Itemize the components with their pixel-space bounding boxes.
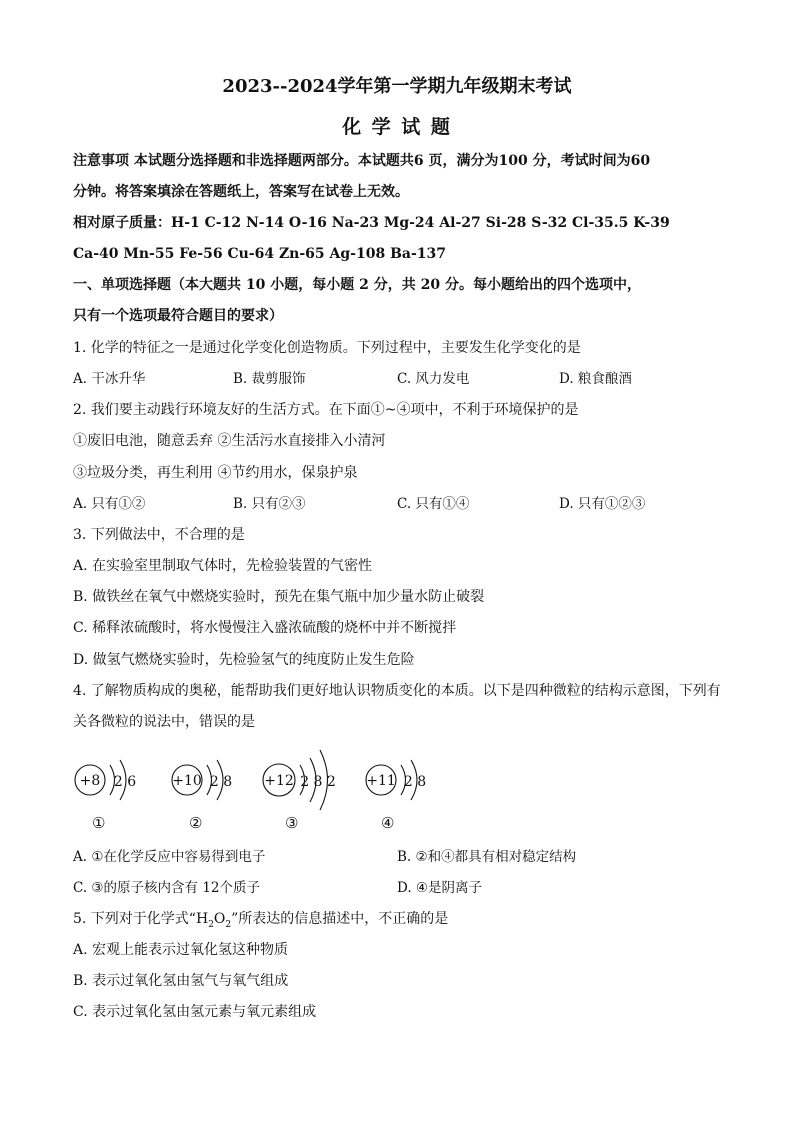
q4-option-a: A. ①在化学反应中容易得到电子 (73, 849, 266, 865)
atomic-masses-line-2: Ca-40 Mn-55 Fe-56 Cu-64 Zn-65 Ag-108 Ba-137 (73, 246, 447, 262)
q4-option-d: D. ④是阴离子 (397, 880, 483, 896)
particle-3-diagram (263, 750, 336, 810)
q1-option-a: A. 干冰升华 (73, 371, 146, 387)
q2-items-line-2: ③垃圾分类，再生利用 ④节约用水，保泉护泉 (73, 465, 358, 481)
particle-1-diagram (75, 760, 136, 800)
q5-stem (73, 910, 448, 928)
q2-option-b: B. 只有②③ (233, 496, 306, 512)
q4-stem-line-2: 关各微粒的说法中，错误的是 (73, 714, 255, 730)
particle-1-label: ① (92, 814, 106, 832)
q5-stem-after: ”所表达的信息描述中，不正确的是 (231, 911, 449, 927)
q3-stem: 3. 下列做法中，不合理的是 (73, 527, 245, 543)
particle-3-electrons: 2 8 2 (300, 774, 336, 790)
particle-3-label: ③ (285, 814, 299, 832)
q2-option-a: A. 只有①② (73, 496, 146, 512)
particle-4-label: ④ (381, 814, 395, 832)
q1-option-c: C. 风力发电 (397, 371, 470, 387)
q5-option-b: B. 表示过氧化氢由氢气与氧气组成 (73, 973, 289, 989)
q3-option-a: A. 在实验室里制取气体时，先检验装置的气密性 (73, 558, 373, 574)
q5-formula-sub-1: 2 (208, 919, 214, 930)
q1-option-d: D. 粮食酿酒 (559, 371, 632, 387)
particle-1-charge: +8 (79, 773, 101, 789)
q2-items-line-1: ①废旧电池，随意丢弃 ②生活污水直接排入小清河 (73, 433, 386, 449)
q4-stem-line-1: 4. 了解物质构成的奥秘，能帮助我们更好地认识物质变化的本质。以下是四种微粒的结构示意图，下列有 (73, 683, 721, 699)
particle-2-electrons: 2 8 (209, 774, 233, 790)
particle-2-label: ② (189, 814, 203, 832)
particle-4-electrons: 2 8 (403, 774, 427, 790)
particle-structure-diagrams (70, 740, 490, 840)
q5-formula-o: O (213, 911, 226, 927)
q5-formula-sub-2: 2 (225, 919, 232, 930)
q4-option-c: C. ③的原子核内含有 12个质子 (73, 880, 261, 896)
section-heading-line-1: 一、单项选择题（本大题共 10 小题，每小题 2 分，共 20 分。每小题给出的四个选项中， (73, 277, 641, 293)
q3-option-c: C. 稀释浓硫酸时，将水慢慢注入盛浓硫酸的烧杯中并不断搅拌 (73, 620, 457, 636)
q2-option-c: C. 只有①④ (397, 496, 470, 512)
section-heading-line-2: 只有一个选项最符合题目的要求） (73, 308, 283, 324)
particle-4-diagram (366, 760, 426, 800)
particle-2-charge: +10 (172, 773, 202, 789)
notice-line-2: 分钟。将答案填涂在答题纸上，答案写在试卷上无效。 (73, 184, 409, 200)
particle-1-electrons: 2 6 (113, 774, 137, 790)
subject-title: 化 学 试 题 (342, 116, 452, 138)
particle-3-charge: +12 (264, 773, 294, 789)
q4-option-b: B. ②和④都具有相对稳定结构 (397, 849, 577, 865)
q1-stem: 1. 化学的特征之一是通过化学变化创造物质。下列过程中，主要发生化学变化的是 (73, 340, 581, 356)
particle-4-charge: +11 (366, 773, 396, 789)
particle-2-diagram (172, 760, 232, 800)
q5-option-a: A. 宏观上能表示过氧化氢这种物质 (73, 942, 289, 958)
q5-stem-before: 5. 下列对于化学式“H (73, 911, 209, 927)
particle-diagrams-svg (70, 740, 490, 840)
atomic-masses-line-1: 相对原子质量：H-1 C-12 N-14 O-16 Na-23 Mg-24 Al-27 Si-28 S-32 Cl-35.5 K-39 (73, 215, 670, 231)
q5-option-c: C. 表示过氧化氢由氢元素与氧元素组成 (73, 1004, 317, 1020)
q2-stem: 2. 我们要主动践行环境友好的生活方式。在下面①~④项中，不利于环境保护的是 (73, 402, 579, 418)
notice-line-1: 注意事项 本试题分选择题和非选择题两部分。本试题共6 页，满分为100 分，考试时间为60 (73, 153, 651, 169)
q2-option-d: D. 只有①②③ (559, 496, 646, 512)
q3-option-b: B. 做铁丝在氧气中燃烧实验时，预先在集气瓶中加少量水防止破裂 (73, 589, 485, 605)
q3-option-d: D. 做氢气燃烧实验时，先检验氢气的纯度防止发生危险 (73, 652, 415, 668)
exam-title: 2023--2024学年第一学期九年级期末考试 (222, 76, 572, 97)
q1-option-b: B. 裁剪服饰 (233, 371, 306, 387)
